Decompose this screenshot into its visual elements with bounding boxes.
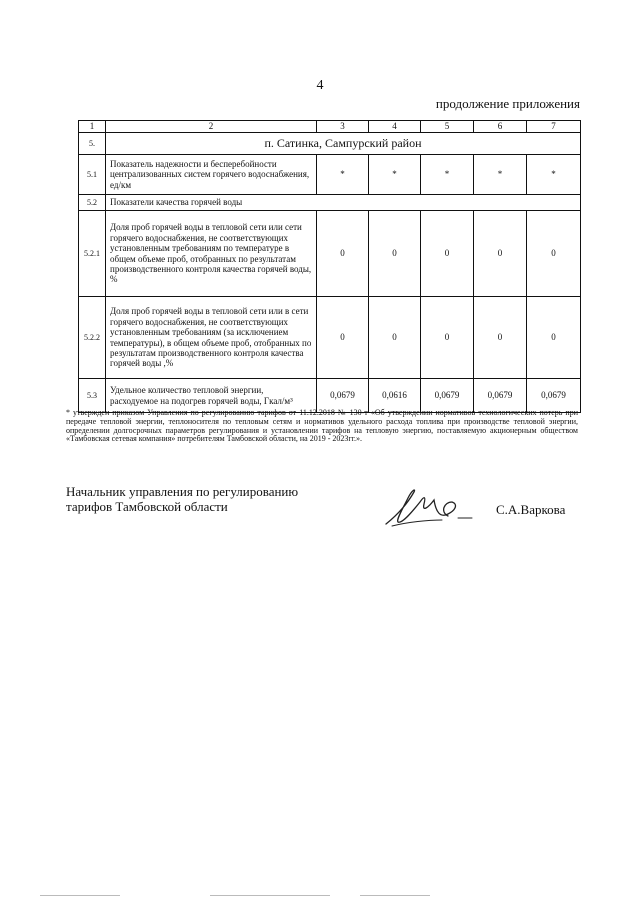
header-cell: 2: [106, 121, 317, 133]
value-cell: 0,0679: [317, 379, 369, 413]
header-cell: 4: [369, 121, 421, 133]
value-cell: *: [369, 155, 421, 195]
value-cell: 0: [317, 211, 369, 297]
table-row: [79, 155, 581, 195]
signer-title: [66, 485, 298, 515]
row-number: 5.2.2: [79, 297, 106, 379]
subsection-title: Показатели качества горячей воды: [106, 195, 581, 211]
header-cell: 7: [527, 121, 581, 133]
indicators-table: [78, 120, 581, 413]
scan-artifact-line: [40, 895, 120, 896]
signer-name: С.А.Варкова: [496, 502, 566, 517]
header-cell: 6: [474, 121, 527, 133]
value-cell: *: [317, 155, 369, 195]
value-cell: 0: [421, 211, 474, 297]
page-number: 4: [316, 78, 324, 93]
table-row: [79, 211, 581, 297]
value-cell: 0,0679: [421, 379, 474, 413]
value-cell: 0: [474, 211, 527, 297]
handwritten-signature: [378, 482, 478, 532]
signer-title-line: тарифов Тамбовской области: [66, 498, 228, 514]
header-cell: 3: [317, 121, 369, 133]
value-cell: 0: [369, 297, 421, 379]
row-number: 5.2.1: [79, 211, 106, 297]
row-number: 5.: [79, 133, 106, 155]
table-row: [79, 297, 581, 379]
value-cell: *: [421, 155, 474, 195]
row-description: Показатель надежности и бесперебойности централизованных систем горячего водоснабжения, ед/км: [106, 155, 317, 195]
scan-artifact-line: [360, 895, 430, 896]
row-number: 5.3: [79, 379, 106, 413]
row-description: Удельное количество тепловой энергии, расходуемое на подогрев горячей воды, Гкал/м³: [106, 379, 317, 413]
section-row: [79, 133, 581, 155]
value-cell: 0: [527, 211, 581, 297]
header-cell: 1: [79, 121, 106, 133]
value-cell: *: [527, 155, 581, 195]
scan-artifact-line: [210, 895, 330, 896]
footnote: * утвержден приказом Управления по регулированию тарифов от 11.12.2018 № 130-т «Об утверждении нормативов технологических потерь при передаче тепловой энергии, теплоносителя по тепловым сетям и нормативов удельного расхода топлива при производстве тепловой энергии, определении долгосрочных параметров регулирования и установлении тарифов на тепловую энергию, поставляемую акционерным обществом «Тамбовская сетевая компания» потребителям Тамбовской области, на 2019 - 2023гг.».: [66, 408, 578, 444]
value-cell: 0: [474, 297, 527, 379]
value-cell: 0,0679: [527, 379, 581, 413]
value-cell: 0,0679: [474, 379, 527, 413]
header-cell: 5: [421, 121, 474, 133]
value-cell: 0: [369, 211, 421, 297]
value-cell: 0: [317, 297, 369, 379]
subsection-row: [79, 195, 581, 211]
row-number: 5.2: [79, 195, 106, 211]
value-cell: 0: [527, 297, 581, 379]
value-cell: 0: [421, 297, 474, 379]
value-cell: 0,0616: [369, 379, 421, 413]
value-cell: *: [474, 155, 527, 195]
row-number: 5.1: [79, 155, 106, 195]
row-description: Доля проб горячей воды в тепловой сети или в сети горячего водоснабжения, не соответствующих установленным требованиям (за исключением температуры), в общем объеме проб, отобранных по результатам производственного контроля качества горячей воды ,%: [106, 297, 317, 379]
continuation-label: продолжение приложения: [435, 96, 580, 111]
signer-title-line: Начальник управления по регулированию: [66, 484, 299, 499]
section-title: п. Сатинка, Сампурский район: [106, 133, 581, 155]
table-header-row: [79, 121, 581, 133]
row-description: Доля проб горячей воды в тепловой сети или сети горячего водоснабжения, не соответствующих установленным требованиям по температуре в общем объеме проб, отобранных по результатам производственного контроля качества горячей воды, %: [106, 211, 317, 297]
